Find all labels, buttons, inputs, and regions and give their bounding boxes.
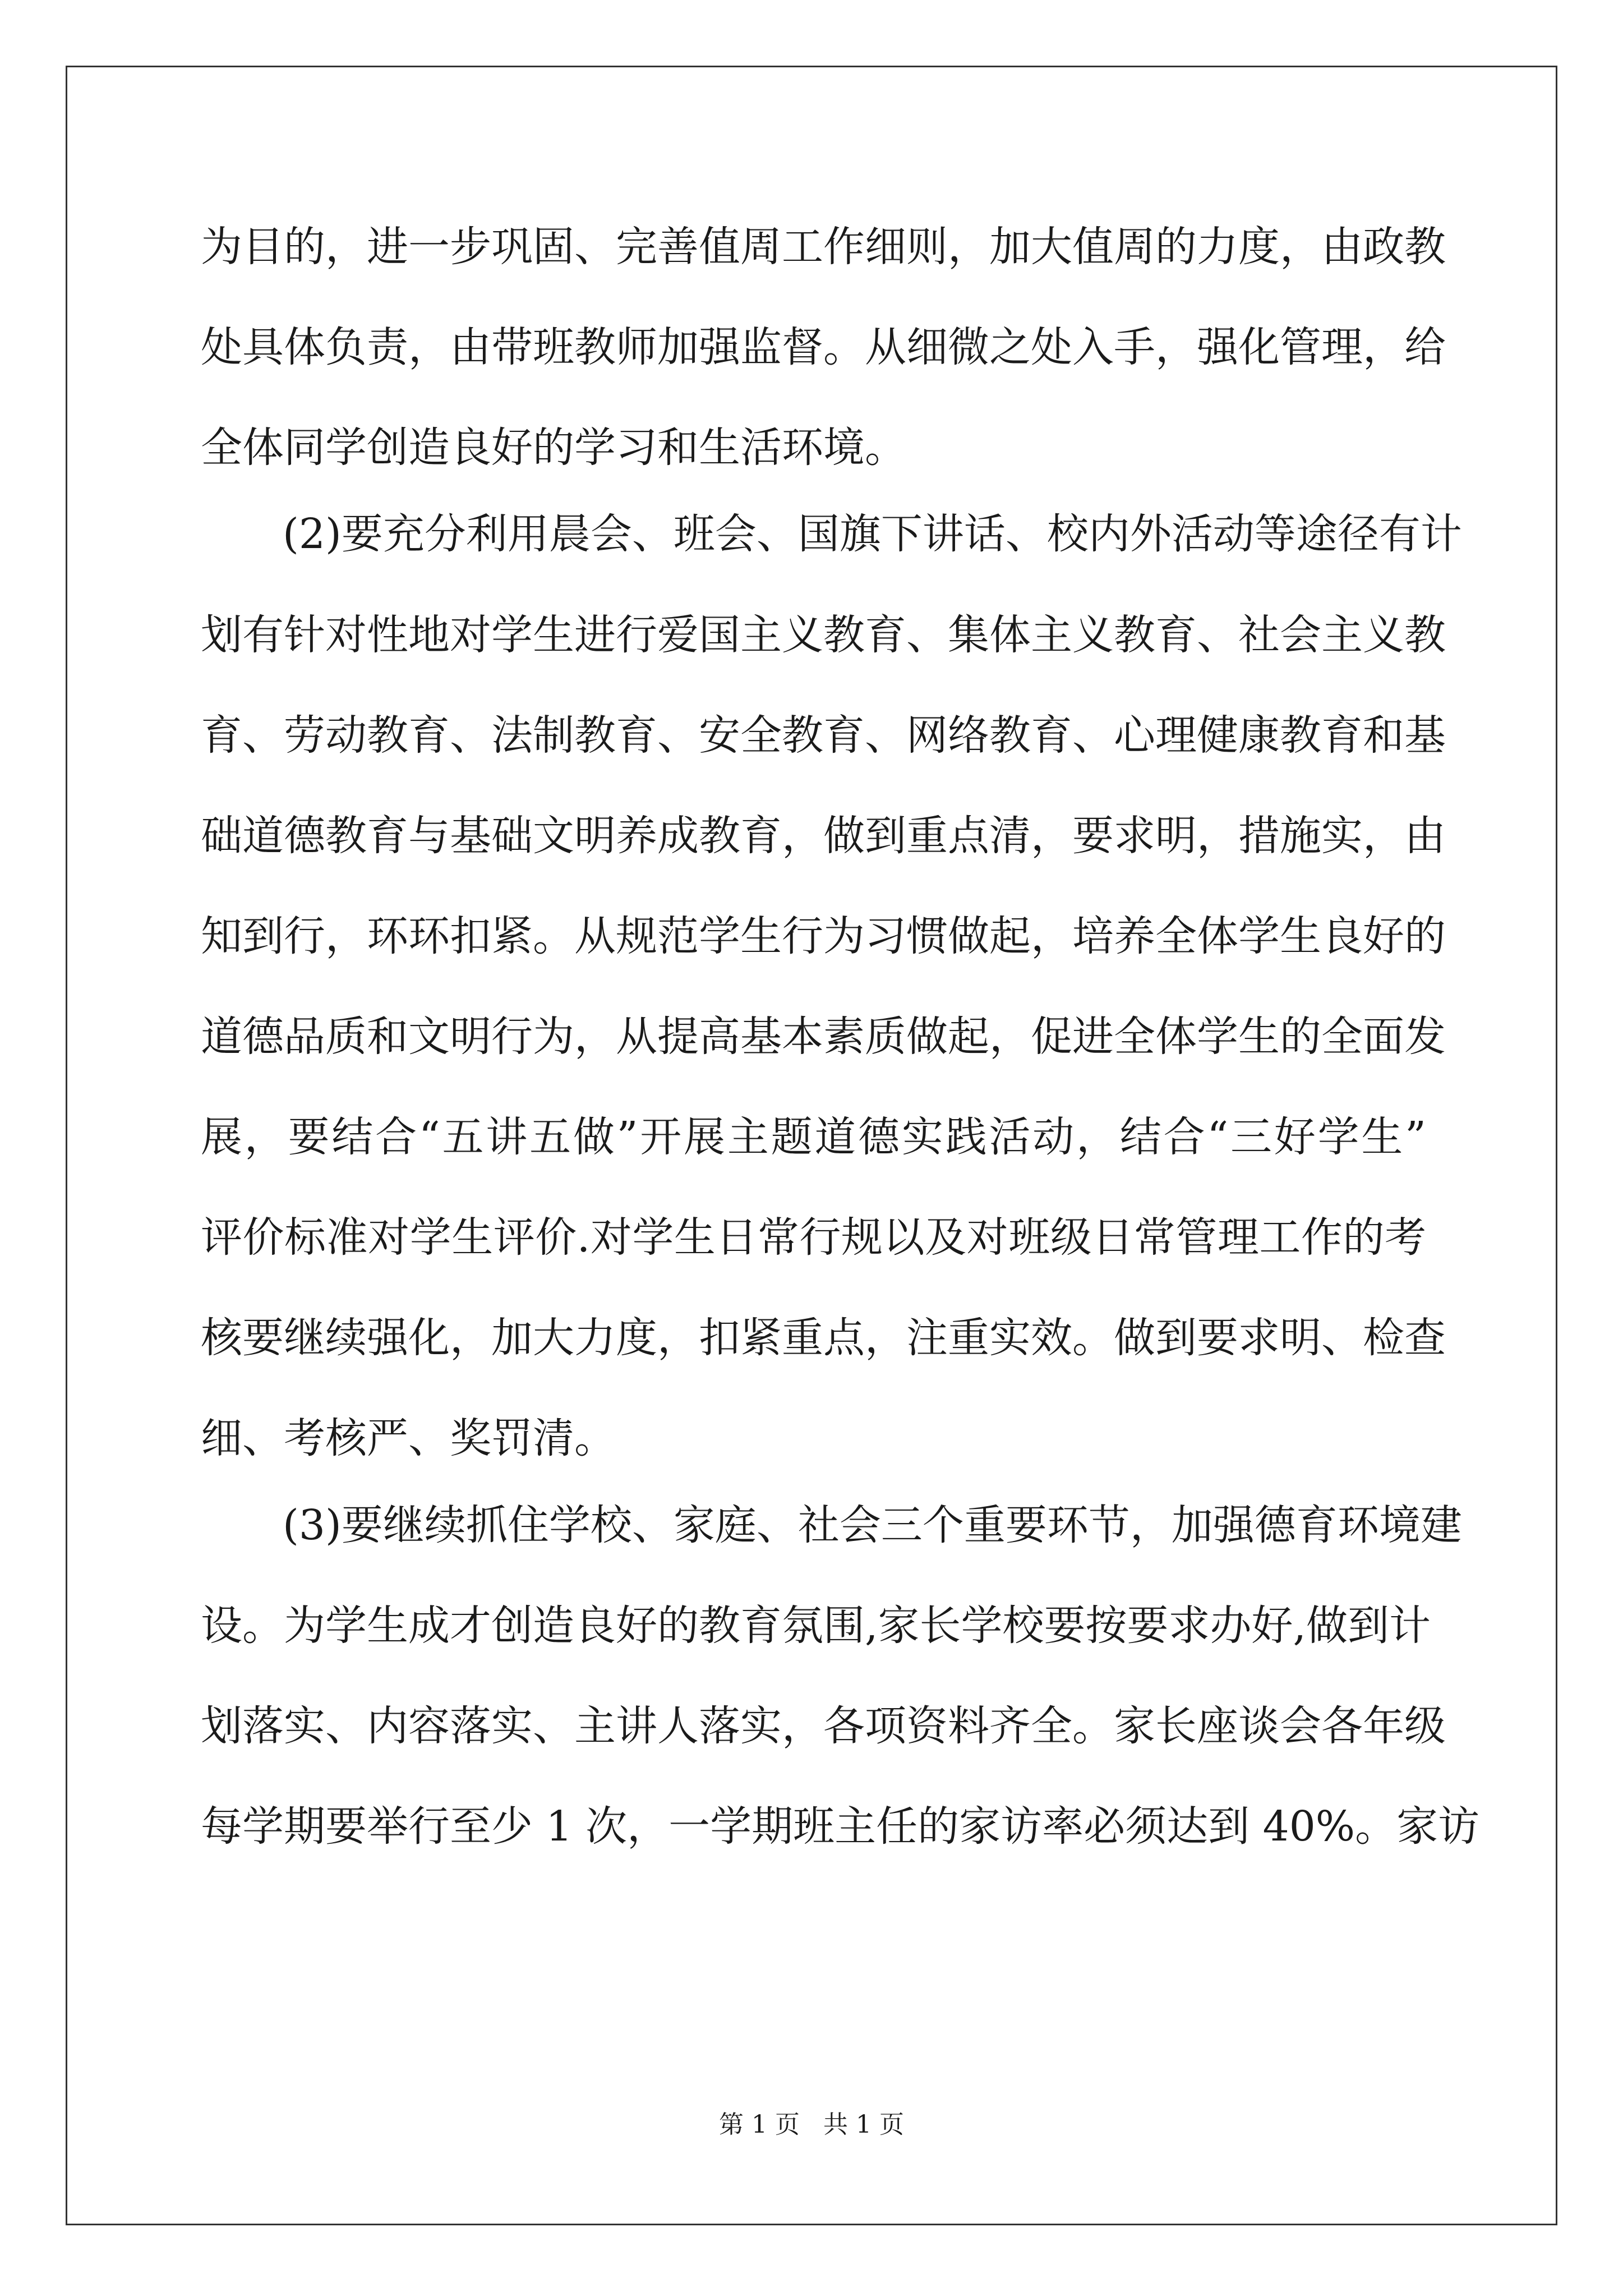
paragraph-line: 育、劳动教育、法制教育、安全教育、网络教育、心理健康教育和基 xyxy=(201,711,1446,760)
paragraph-line: (2)要充分利用晨会、班会、国旗下讲话、校内外活动等途径有计 xyxy=(283,510,1462,558)
paragraph-line: 细、考核严、奖罚清。 xyxy=(201,1414,616,1462)
paragraph-line: 为目的，进一步巩固、完善值周工作细则，加大值周的力度，由政教 xyxy=(201,223,1446,271)
paragraph-line: 全体同学创造良好的学习和生活环境。 xyxy=(201,424,906,472)
paragraph-line: 展，要结合“五讲五做”开展主题道德实践活动，结合“三好学生” xyxy=(201,1113,1426,1161)
paragraph-line: 每学期要举行至少 1 次，一学期班主任的家访率必须达到 40%。家访 xyxy=(201,1802,1480,1851)
page-footer xyxy=(0,2108,1623,2142)
page-total: 共 1 页 xyxy=(823,2110,904,2139)
paragraph-line: 评价标准对学生评价.对学生日常行规以及对班级日常管理工作的考 xyxy=(201,1213,1426,1262)
paragraph-line: 础道德教育与基础文明养成教育，做到重点清，要求明，措施实，由 xyxy=(201,812,1446,860)
paragraph-line: 划有针对性地对学生进行爱国主义教育、集体主义教育、社会主义教 xyxy=(201,611,1446,659)
paragraph-line: 设。为学生成才创造良好的教育氛围,家长学校要按要求办好,做到计 xyxy=(201,1602,1431,1650)
paragraph-line: 划落实、内容落实、主讲人落实，各项资料齐全。家长座谈会各年级 xyxy=(201,1702,1446,1750)
paragraph-line: 处具体负责，由带班教师加强监督。从细微之处入手，强化管理，给 xyxy=(201,323,1446,371)
paragraph-line: 知到行，环环扣紧。从规范学生行为习惯做起，培养全体学生良好的 xyxy=(201,912,1446,960)
paragraph-line: 核要继续强化，加大力度，扣紧重点，注重实效。做到要求明、检查 xyxy=(201,1314,1446,1362)
page-number: 第 1 页 xyxy=(719,2110,800,2139)
paragraph-line: 道德品质和文明行为，从提高基本素质做起，促进全体学生的全面发 xyxy=(201,1013,1446,1061)
paragraph-line: (3)要继续抓住学校、家庭、社会三个重要环节，加强德育环境建 xyxy=(283,1501,1462,1549)
